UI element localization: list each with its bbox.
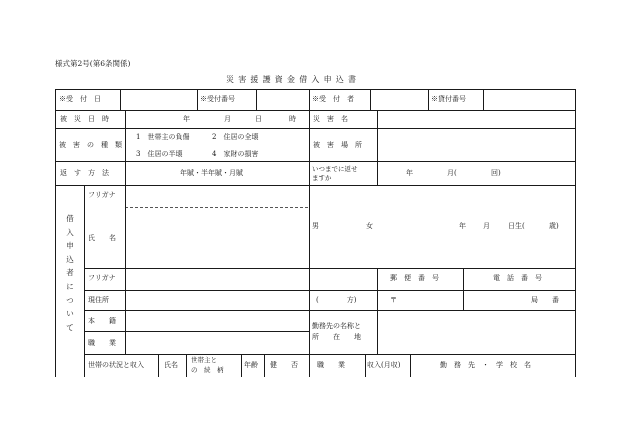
- household-relation-line1: 世帯主と: [191, 356, 217, 364]
- vline: [197, 89, 198, 110]
- vline: [370, 89, 371, 110]
- household-age-header: 年齢: [244, 361, 258, 369]
- household-work-school-header: 勤 務 先 ・ 学 校 名: [440, 361, 531, 369]
- vline: [575, 89, 576, 377]
- repay-by-label-line2: ますか: [312, 174, 332, 182]
- form-title: 災害援護資金借入申込書: [226, 75, 361, 84]
- vline: [55, 89, 56, 377]
- phone-exchange: 局 番: [531, 296, 559, 304]
- loan-number-label: ※貸付番号: [431, 95, 466, 103]
- date-unit-hour: 時: [289, 115, 296, 123]
- dob-year: 年: [459, 222, 466, 230]
- vline: [483, 89, 484, 110]
- vline: [256, 89, 257, 110]
- damage-location-label: 被 害 場 所: [313, 141, 362, 149]
- vline: [309, 185, 310, 354]
- household-status-label: 世帯の状況と収入: [88, 361, 144, 369]
- workplace-label-line2: 所 在 地: [312, 333, 361, 341]
- hline: [84, 331, 309, 332]
- vline: [428, 89, 429, 110]
- hline: [84, 310, 575, 311]
- dob-month: 月: [483, 222, 490, 230]
- vline: [377, 110, 378, 185]
- vline: [125, 110, 126, 185]
- vline: [186, 354, 187, 377]
- name-label: 氏 名: [88, 234, 116, 242]
- hline: [55, 161, 575, 162]
- damage-option-household-goods: 4 家財の損害: [212, 150, 259, 158]
- domicile-label: 本 籍: [88, 317, 116, 325]
- reception-date-label: ※受 付 日: [59, 95, 101, 103]
- sex-male: 男: [312, 222, 319, 230]
- vline: [264, 354, 265, 377]
- dob-age: 歳): [549, 222, 559, 230]
- repay-month: 月(: [447, 169, 457, 177]
- repay-by-label-line1: いつまでに返せ: [312, 165, 358, 173]
- household-occupation-header: 職 業: [317, 361, 345, 369]
- phone-number-label: 電 話 番 号: [493, 274, 542, 282]
- dob-day: 日生(: [508, 222, 525, 230]
- damage-type-label: 被 害 の 種 類: [59, 141, 122, 149]
- repay-times: 回): [491, 169, 501, 177]
- workplace-label-line1: 勤務先の名称と: [312, 322, 361, 330]
- repay-method-label: 返 す 方 法: [60, 169, 109, 177]
- damage-option-total-loss: 2 住居の全壊: [212, 133, 259, 141]
- date-unit-month: 月: [224, 115, 231, 123]
- disaster-date-label: 被 災 日 時: [60, 115, 109, 123]
- date-unit-day: 日: [255, 115, 262, 123]
- furigana-label: フリガナ: [88, 191, 116, 199]
- hline: [55, 89, 575, 90]
- address-label: 現住所: [88, 296, 109, 304]
- disaster-name-label: 災 害 名: [313, 115, 348, 123]
- receiver-label: ※受 付 者: [312, 95, 354, 103]
- applicant-side-label: 借入申込者について: [66, 214, 74, 332]
- hline: [55, 128, 575, 129]
- repay-year: 年: [406, 169, 413, 177]
- sex-female: 女: [366, 222, 373, 230]
- form-number: 様式第2号(第6条関係): [55, 59, 131, 68]
- repay-methods: 年賦・半年賦・月賦: [180, 169, 243, 177]
- reception-number-label: ※受付番号: [200, 95, 235, 103]
- vline: [377, 310, 378, 354]
- hline: [84, 268, 575, 269]
- vline: [120, 89, 121, 110]
- occupation-label: 職 業: [88, 339, 116, 347]
- vline: [158, 354, 159, 377]
- vline: [463, 268, 464, 310]
- date-unit-year: 年: [183, 115, 190, 123]
- postal-mark: 〒: [390, 296, 397, 304]
- damage-option-injury: 1 世帯主の負傷: [136, 133, 190, 141]
- household-income-header: 収入(月収): [367, 361, 401, 369]
- vline: [241, 354, 242, 377]
- address-paren: ( 方): [316, 296, 357, 304]
- postal-code-label: 郵 便 番 号: [390, 274, 439, 282]
- vline: [309, 110, 310, 185]
- vline: [410, 354, 411, 377]
- vline: [365, 354, 366, 377]
- furigana2-label: フリガナ: [88, 274, 116, 282]
- vline: [309, 354, 310, 377]
- household-relation-line2: の 続 柄: [191, 366, 224, 374]
- hline: [55, 185, 575, 186]
- household-health-header: 健 否: [270, 361, 298, 369]
- household-name-header: 氏名: [164, 361, 178, 369]
- vline: [309, 89, 310, 110]
- dashed-line: [125, 207, 308, 208]
- damage-option-half-loss: 3 住居の半壊: [136, 150, 183, 158]
- hline: [84, 290, 575, 291]
- hline: [55, 110, 575, 111]
- vline: [125, 185, 126, 354]
- vline: [377, 268, 378, 310]
- vline: [84, 185, 85, 377]
